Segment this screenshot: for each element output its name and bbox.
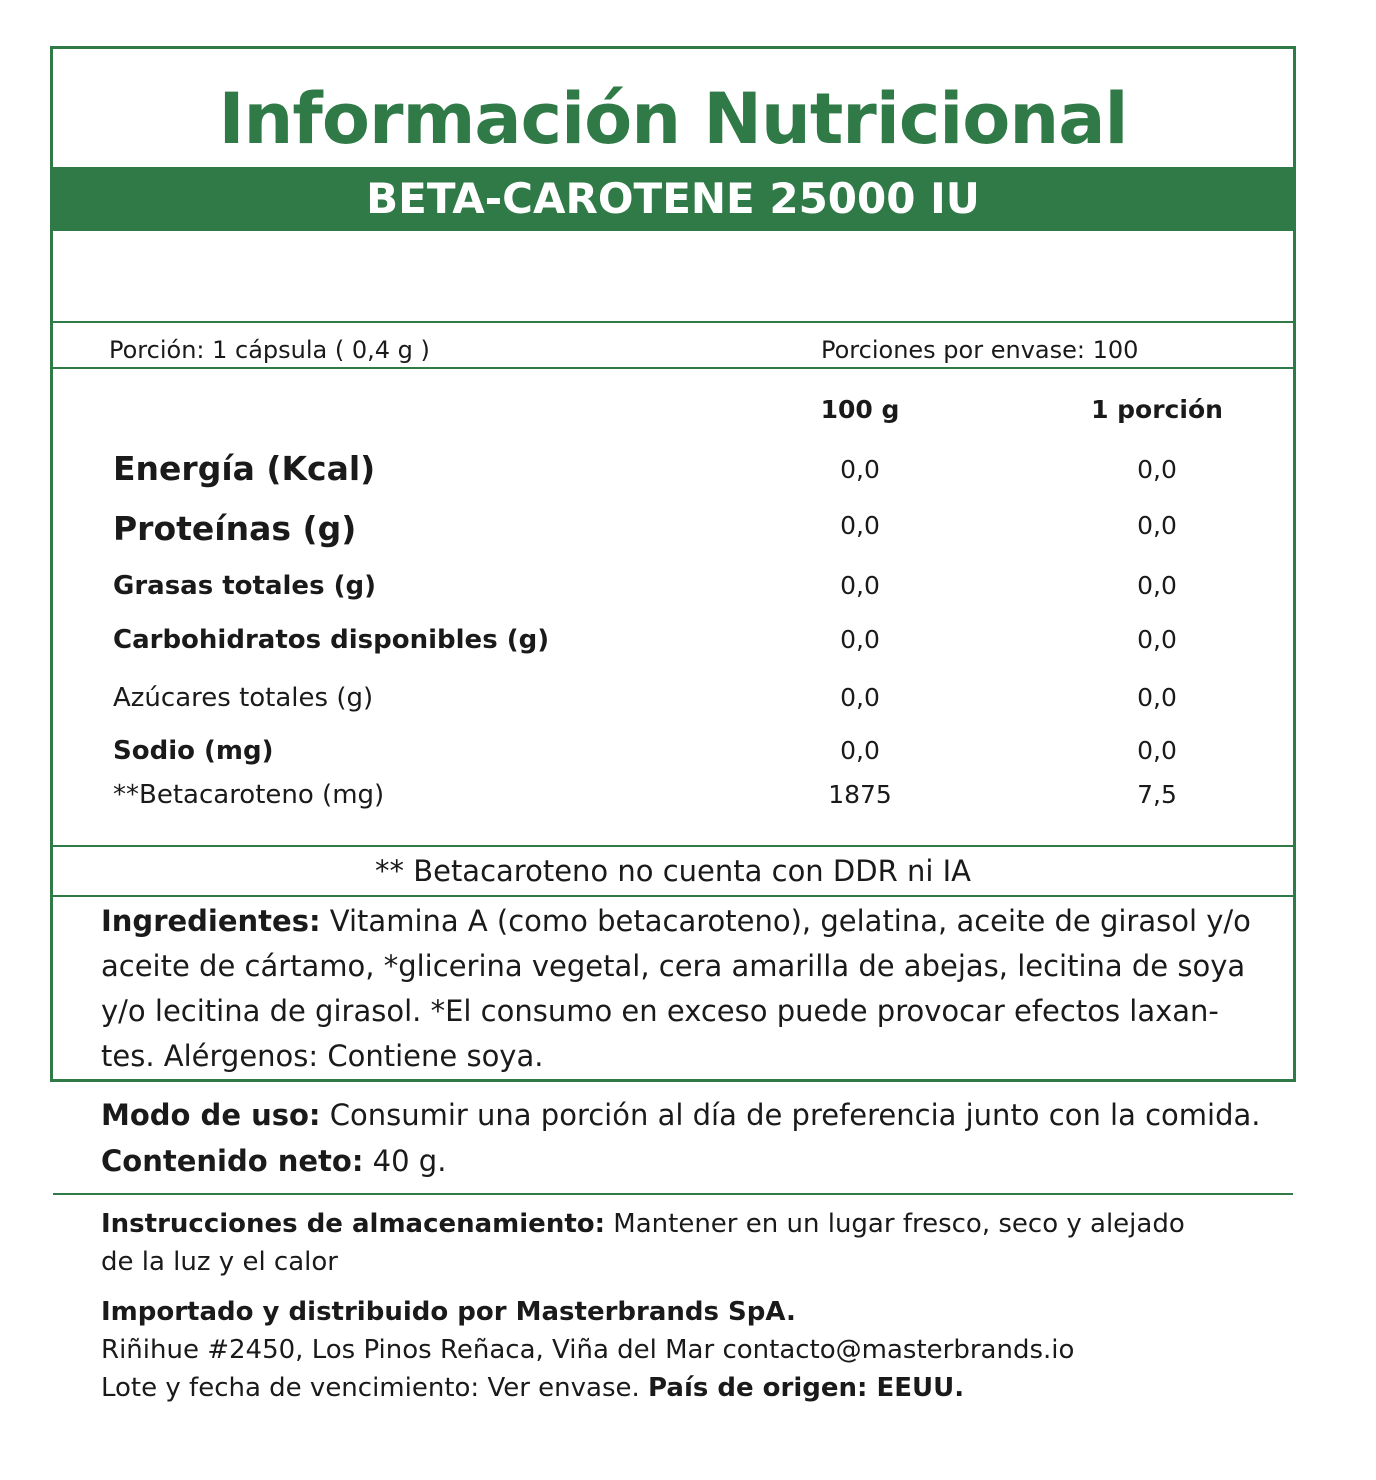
value-portion: 7,5 [1137,780,1177,809]
importer-label: Importado y distribuido por Masterbrands SpA. [101,1297,796,1327]
nutrient-row [53,683,1293,723]
nutrient-label: Grasas totales (g) [113,571,376,601]
usage-label: Modo de uso: [101,1098,321,1132]
ingredients-text: y/o lecitina de girasol. *El consumo en exceso puede provocar efectos laxan- [101,994,1219,1028]
storage-label: Instrucciones de almacenamiento: [101,1209,606,1239]
label-title: Información Nutricional [218,78,1128,160]
lot-text: Lote y fecha de vencimiento: Ver envase. [101,1373,649,1403]
divider [53,845,1293,847]
value-100g: 1875 [828,780,892,809]
value-100g: 0,0 [840,625,880,654]
nutrient-row [53,449,1293,489]
nutrient-label: Proteínas (g) [113,509,357,548]
ingredients-block [101,899,1251,1079]
serving-size: Porción: 1 cápsula ( 0,4 g ) [109,336,430,364]
value-portion: 0,0 [1137,683,1177,712]
importer-address: Riñihue #2450, Los Pinos Reñaca, Viña del Mar contacto@masterbrands.io [101,1335,1075,1365]
storage-block [101,1205,1185,1243]
storage-text: de la luz y el calor [101,1247,338,1277]
nutrient-label: Azúcares totales (g) [113,683,374,713]
nutrition-label [50,46,1296,1403]
usage-text: Consumir una porción al día de preferencia junto con la comida. [320,1098,1261,1132]
divider [53,321,1293,323]
ingredients-label: Ingredientes: [101,904,321,938]
value-portion: 0,0 [1137,511,1177,540]
servings-per-container: Porciones por envase: 100 [821,336,1139,364]
usage-block [101,1093,1261,1138]
divider [53,895,1293,897]
ingredients-text: Vitamina A (como betacaroteno), gelatina, aceite de girasol y/o [320,904,1251,938]
divider [53,367,1293,369]
value-100g: 0,0 [840,571,880,600]
value-100g: 0,0 [840,511,880,540]
nutrient-row [53,625,1293,665]
value-portion: 0,0 [1137,571,1177,600]
ingredients-text: aceite de cártamo, *glicerina vegetal, cera amarilla de abejas, lecitina de soya [101,949,1246,983]
net-content-label: Contenido neto: [101,1144,364,1178]
storage-text: Mantener en un lugar fresco, seco y alejado [605,1209,1185,1239]
nutrient-row [53,736,1293,776]
nutrient-label: **Betacaroteno (mg) [113,780,385,810]
net-content-block [101,1139,446,1184]
lot-origin-line [101,1369,964,1407]
value-portion: 0,0 [1137,736,1177,765]
value-portion: 0,0 [1137,455,1177,484]
value-portion: 0,0 [1137,625,1177,654]
origin-text: País de origen: EEUU. [648,1373,965,1403]
net-content-text: 40 g. [363,1144,447,1178]
nutrient-row [53,571,1293,611]
column-header-100g: 100 g [820,395,900,424]
divider [53,1193,1293,1195]
column-header-portion: 1 porción [1091,395,1223,424]
value-100g: 0,0 [840,736,880,765]
value-100g: 0,0 [840,683,880,712]
nutrient-label: Sodio (mg) [113,736,274,766]
ingredients-text: tes. Alérgenos: Contiene soya. [101,1039,544,1073]
value-100g: 0,0 [840,455,880,484]
nutrient-row [53,780,1293,820]
nutrient-row [53,509,1293,549]
product-name-bar: BETA-CAROTENE 25000 IU [53,167,1293,231]
footnote: ** Betacaroteno no cuenta con DDR ni IA [374,854,971,888]
nutrient-label: Carbohidratos disponibles (g) [113,625,550,655]
nutrient-label: Energía (Kcal) [113,449,376,488]
